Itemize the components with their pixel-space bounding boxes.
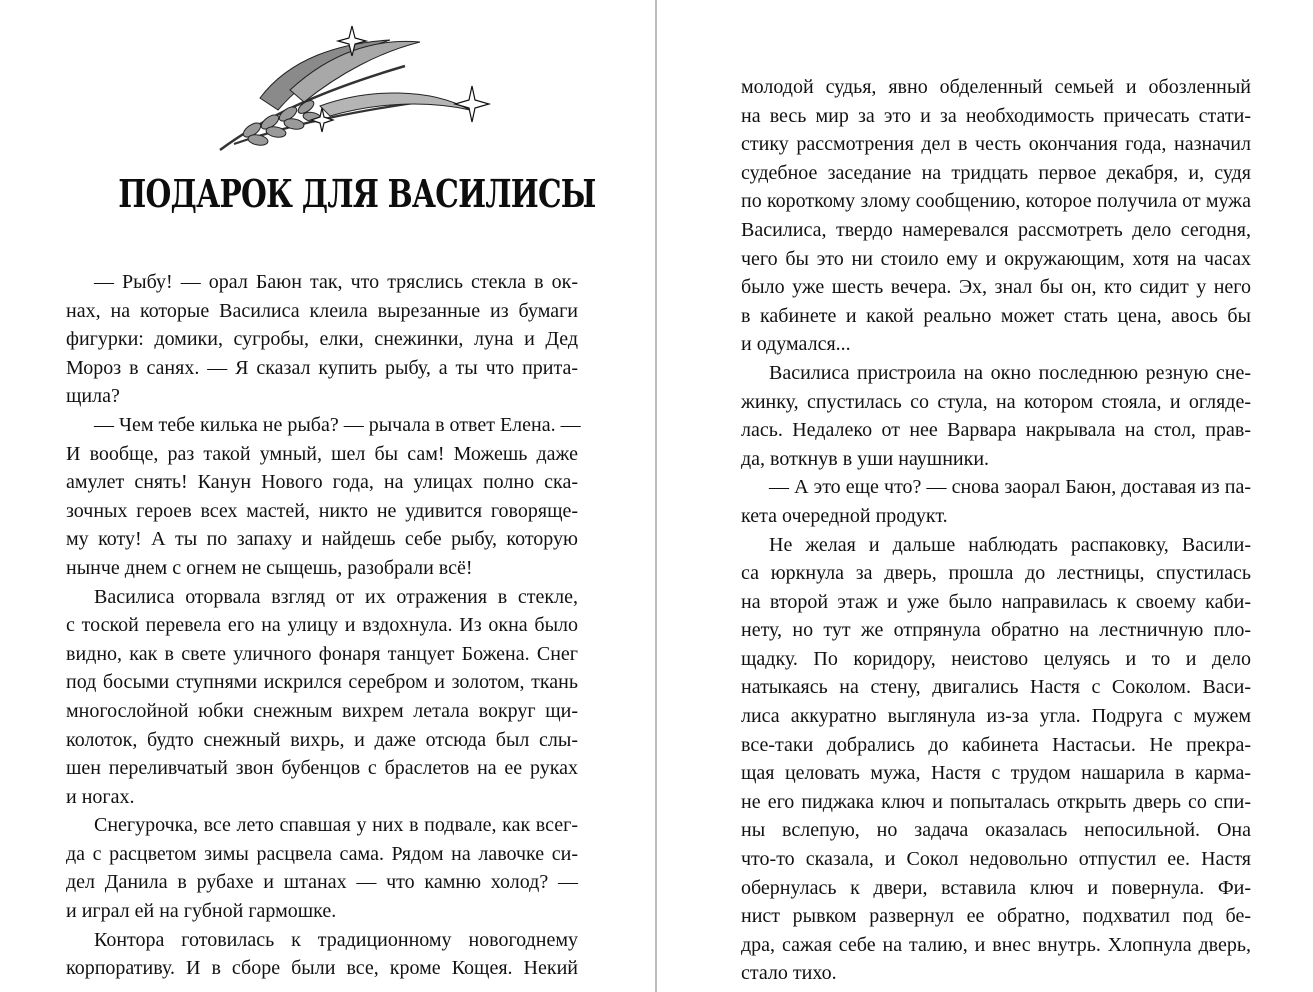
chapter-title: ПОДАРОК ДЛЯ ВАСИЛИСЫ	[118, 171, 596, 216]
text-line: — Чем тебе килька не рыба? — рычала в ответ Елена. —	[94, 413, 581, 436]
text-line: на весь мир за это и за необходимость причесать стати-	[741, 104, 1251, 127]
text-line: Василиса, твердо намеревался рассмотреть дело сегодня,	[741, 218, 1251, 241]
text-line: му коту! А ты по запаху и найдешь себе рыбу, которую	[66, 528, 578, 551]
text-line: колоток, будто снежный вихрь, и даже отсюда был слы-	[66, 728, 578, 751]
text-line: нынче днем с огнем не сыщешь, разобрали всё!	[66, 556, 473, 579]
text-line: — А это еще что? — снова заорал Баюн, доставая из па-	[769, 476, 1251, 499]
text-line: кета очередной продукт.	[741, 504, 948, 527]
text-line: Не желая и дальше наблюдать распаковку, Васили-	[769, 533, 1251, 556]
text-line: И вообще, раз такой умный, шел бы сам! Можешь даже	[66, 442, 578, 465]
text-line: нету, но тут же отпрянула обратно на лестничную пло-	[741, 619, 1251, 642]
text-line: не его пиджака ключ и попыталась открыть дверь со спи-	[741, 790, 1251, 813]
text-line: ны вслепую, но задача оказалась непосильной. Она	[741, 819, 1251, 842]
text-line: и играл ей на губной гармошке.	[66, 900, 337, 923]
text-line: лась. Недалеко от нее Варвара накрывала на стол, прав-	[741, 419, 1251, 442]
paragraph	[741, 531, 1251, 989]
text-line: Василиса оторвала взгляд от их отражения в стекле,	[94, 585, 578, 608]
text-line: по короткому злому сообщению, которое получила от мужа	[741, 190, 1251, 213]
text-line: Снегурочка, все лето спавшая у них в подвале, как всег-	[94, 814, 578, 837]
text-line: обернулась к двери, вставила ключ и повернула. Фи-	[741, 876, 1251, 899]
text-line: на второй этаж и уже было направилась к своему каби-	[741, 590, 1251, 613]
text-line: амулет снять! Канун Нового года, на улицах полно ска-	[66, 471, 578, 494]
text-line: нах, на которые Василиса клеила вырезанные из бумаги	[66, 299, 578, 322]
text-line: лиса аккуратно выглянула из-за угла. Подруга с мужем	[741, 705, 1251, 728]
text-line: и ногах.	[66, 785, 135, 808]
text-line: щая целовать мужа, Настя с трудом нашарила в карма-	[741, 762, 1251, 785]
text-line: что-то сказала, и Сокол недовольно отпустил ее. Настя	[741, 848, 1251, 871]
text-line: Василиса пристроила на окно последнюю резную сне-	[769, 361, 1251, 384]
text-line: шен переливчатый звон бубенцов с браслетов на ее руках	[66, 757, 578, 780]
paragraph	[66, 583, 578, 812]
text-line: зочных героев всех мастей, никто не удивится говоряще-	[66, 499, 578, 522]
paragraph	[66, 268, 578, 411]
text-line: чего бы это ни стоило ему и окружающим, хотя на часах	[741, 247, 1251, 270]
text-line: — Рыбу! — орал Баюн так, что тряслись стекла в ок-	[94, 271, 578, 293]
paragraph	[66, 811, 578, 925]
wheat-ears-with-stars-icon	[200, 18, 510, 158]
text-line: в кабинете и какой реально может стать цена, авось бы	[741, 304, 1251, 327]
paragraph	[741, 473, 1251, 530]
paragraph	[741, 73, 1251, 359]
text-line: с тоской перевела его на улицу и вздохнула. Из окна было	[66, 614, 578, 637]
right-page	[657, 0, 1313, 992]
right-page-text	[741, 73, 1251, 988]
text-line: и одумался...	[741, 333, 851, 356]
text-line: корпоративу. И в сборе были все, кроме Кощея. Некий	[66, 957, 578, 980]
text-line: са юркнула за дверь, прошла до лестницы, спустилась	[741, 562, 1251, 585]
text-line: щила?	[66, 385, 120, 408]
text-line: дел Данила в рубахе и штанах — что камню холод? —	[66, 871, 578, 894]
text-line: Мороз в санях. — Я сказал купить рыбу, а ты что прита-	[66, 356, 578, 379]
text-line: молодой судья, явно обделенный семьей и обозленный	[741, 76, 1251, 98]
paragraph	[66, 411, 581, 583]
text-line: судебное заседание на тридцать первое декабря, и, судя	[741, 161, 1251, 184]
text-line: видно, как в свете уличного фонаря танцует Божена. Снег	[66, 642, 578, 665]
left-page-text	[66, 268, 581, 983]
text-line: щадку. По коридору, неистово целуясь и то и дело	[741, 647, 1251, 670]
text-line: под босыми ступнями искрился серебром и золотом, ткань	[66, 671, 578, 694]
text-line: стало тихо.	[741, 962, 837, 985]
text-line: стику рассмотрения дел в честь окончания года, назначил	[741, 133, 1251, 156]
text-line: Контора готовилась к традиционному новогоднему	[94, 928, 578, 951]
text-line: все-таки добрались до кабинета Настасьи. Не прекра-	[741, 733, 1251, 756]
text-line: да с расцветом зимы расцвела сама. Рядом на лавочке си-	[66, 842, 578, 865]
text-line: да, воткнув в уши наушники.	[741, 447, 990, 470]
paragraph	[741, 359, 1251, 473]
text-line: дра, сажая себе на талию, и внес внутрь. Хлопнула дверь,	[741, 933, 1251, 956]
text-line: натыкаясь на стену, двигались Настя с Соколом. Васи-	[741, 676, 1251, 699]
text-line: жинку, спустилась со стула, на котором стояла, и огляде-	[741, 390, 1251, 413]
text-line: нист рывком развернул ее обратно, подхватил под бе-	[741, 905, 1251, 928]
left-page	[0, 0, 655, 992]
text-line: было уже шесть вечера. Эх, знал бы он, кто сидит у него	[741, 276, 1251, 299]
paragraph	[66, 926, 578, 983]
text-line: многослойной юбки снежным вихрем летала вокруг щи-	[66, 699, 578, 722]
text-line: фигурки: домики, сугробы, елки, снежинки, луна и Дед	[66, 328, 578, 351]
